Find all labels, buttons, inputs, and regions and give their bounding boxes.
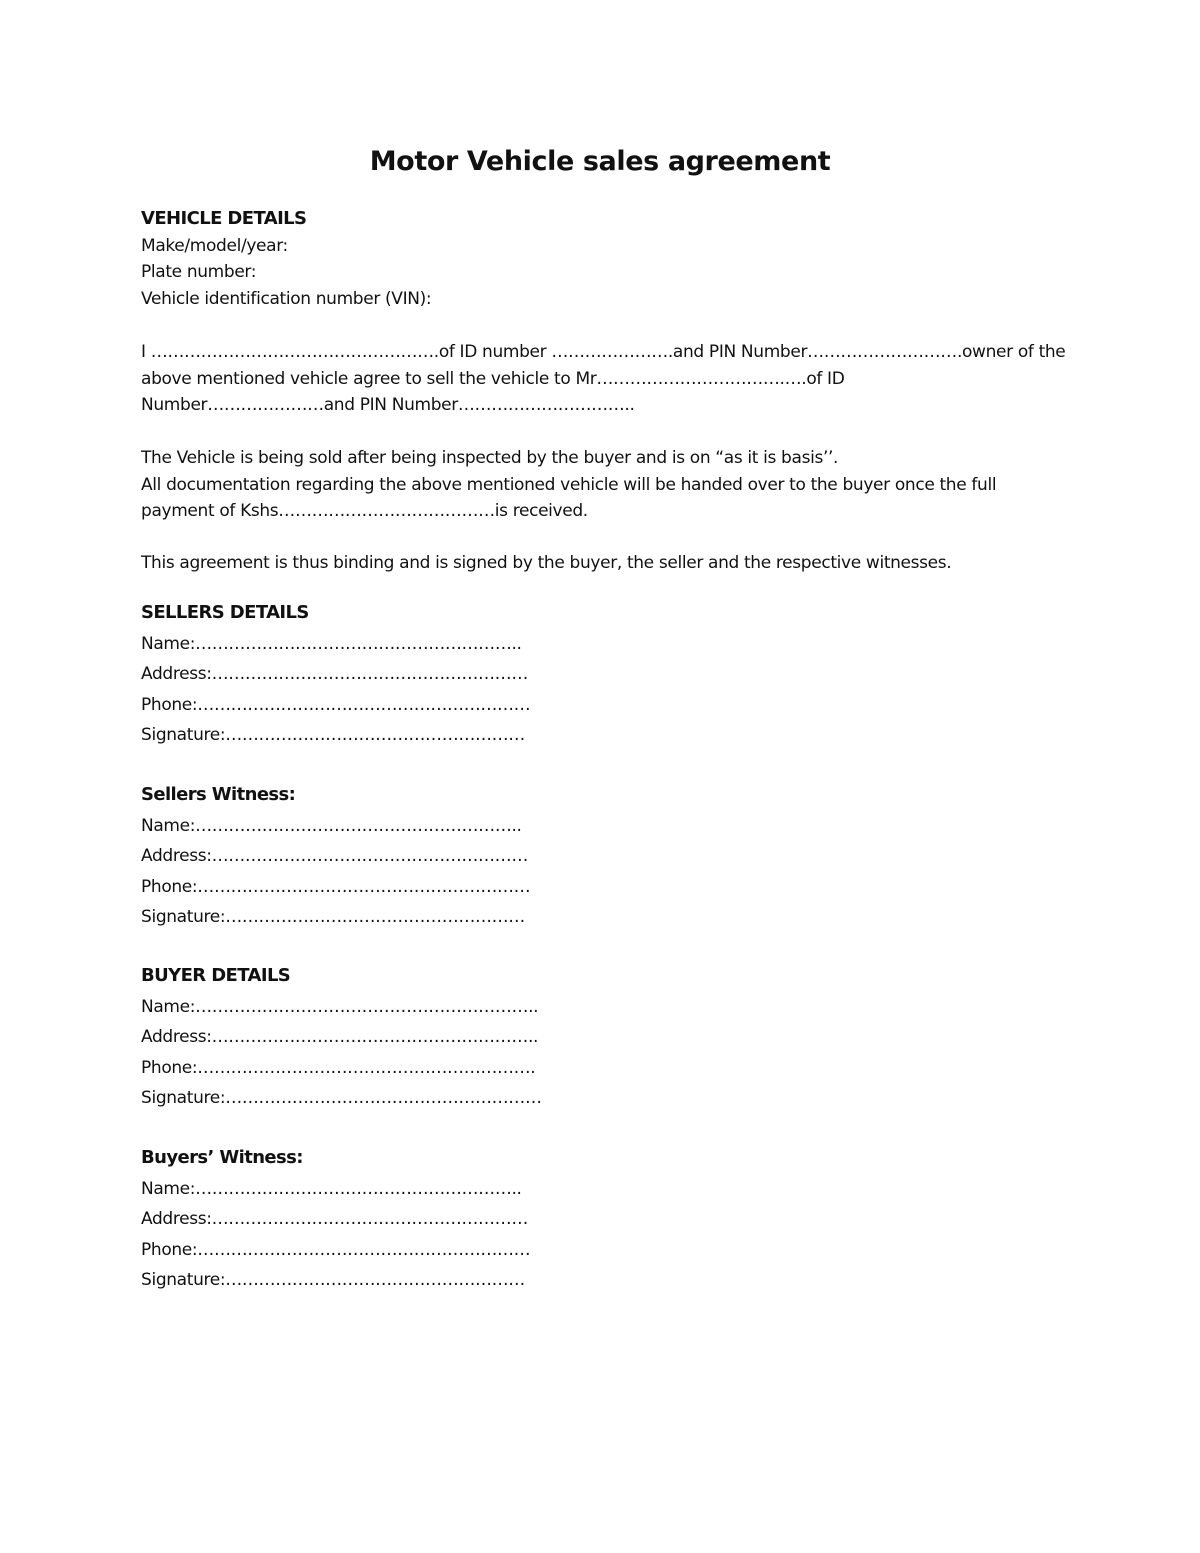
buyers-witness-address-field: Address:………………………………………………… bbox=[141, 1209, 528, 1229]
buyers-witness-signature-field: Signature:……………………………………………… bbox=[141, 1270, 525, 1290]
buyers-witness-phone-field: Phone:…………………………………………………… bbox=[141, 1239, 531, 1260]
seller-signature-field: Signature:……………………………………………… bbox=[141, 725, 525, 745]
seller-name-field: Name:………………………………………………….. bbox=[141, 633, 522, 654]
buyer-name-field: Name:…………………………………………………….. bbox=[141, 996, 539, 1017]
sale-conditions bbox=[141, 445, 1081, 525]
seller-phone-field: Phone:…………………………………………………… bbox=[141, 694, 531, 715]
owner-statement-line-1: I …………………………………………….of ID number ………………….and PIN Number……………………….owner of the bbox=[141, 342, 1066, 362]
owner-statement-line-2: above mentioned vehicle agree to sell the vehicle to Mr…………………………….….of ID bbox=[141, 368, 845, 389]
condition-line-1: The Vehicle is being sold after being inspected by the buyer and is on “as it is basis’’. bbox=[141, 448, 839, 468]
vin-label: Vehicle identification number (VIN): bbox=[141, 288, 432, 309]
binding-statement: This agreement is thus binding and is signed by the buyer, the seller and the respective witnesses. bbox=[141, 553, 952, 573]
buyer-signature-field: Signature:………………………………………………… bbox=[141, 1088, 542, 1108]
vehicle-details-heading: VEHICLE DETAILS bbox=[141, 208, 307, 229]
sellers-witness-name-field: Name:………………………………………………….. bbox=[141, 815, 522, 836]
sellers-witness-phone-field: Phone:…………………………………………………… bbox=[141, 876, 531, 897]
sellers-witness-section bbox=[141, 780, 741, 933]
owner-statement bbox=[141, 339, 1081, 419]
sellers-witness-heading: Sellers Witness: bbox=[141, 784, 296, 805]
buyer-details-section bbox=[141, 961, 741, 1114]
buyer-address-field: Address:………………………………………………….. bbox=[141, 1027, 539, 1047]
condition-line-2: All documentation regarding the above mentioned vehicle will be handed over to the buyer once the full bbox=[141, 474, 997, 495]
vehicle-details-section bbox=[141, 206, 1081, 312]
sellers-witness-signature-field: Signature:……………………………………………… bbox=[141, 907, 525, 927]
sellers-witness-address-field: Address:………………………………………………… bbox=[141, 846, 528, 866]
seller-address-field: Address:………………………………………………… bbox=[141, 664, 528, 684]
owner-statement-line-3: Number…………………and PIN Number………………………….. bbox=[141, 395, 635, 415]
sellers-details-heading: SELLERS DETAILS bbox=[141, 602, 309, 623]
buyers-witness-name-field: Name:………………………………………………….. bbox=[141, 1178, 522, 1199]
binding-statement-block bbox=[141, 550, 1081, 577]
plate-number-label: Plate number: bbox=[141, 262, 257, 282]
buyer-details-heading: BUYER DETAILS bbox=[141, 965, 291, 986]
buyer-phone-field: Phone:……………………………………………………. bbox=[141, 1057, 536, 1078]
document-title: Motor Vehicle sales agreement bbox=[369, 146, 831, 177]
buyers-witness-heading: Buyers’ Witness: bbox=[141, 1147, 303, 1168]
buyers-witness-section bbox=[141, 1143, 741, 1296]
make-model-year-label: Make/model/year: bbox=[141, 235, 288, 256]
condition-line-3: payment of Kshs…………………………………is received. bbox=[141, 501, 588, 521]
sellers-details-section bbox=[141, 598, 741, 751]
